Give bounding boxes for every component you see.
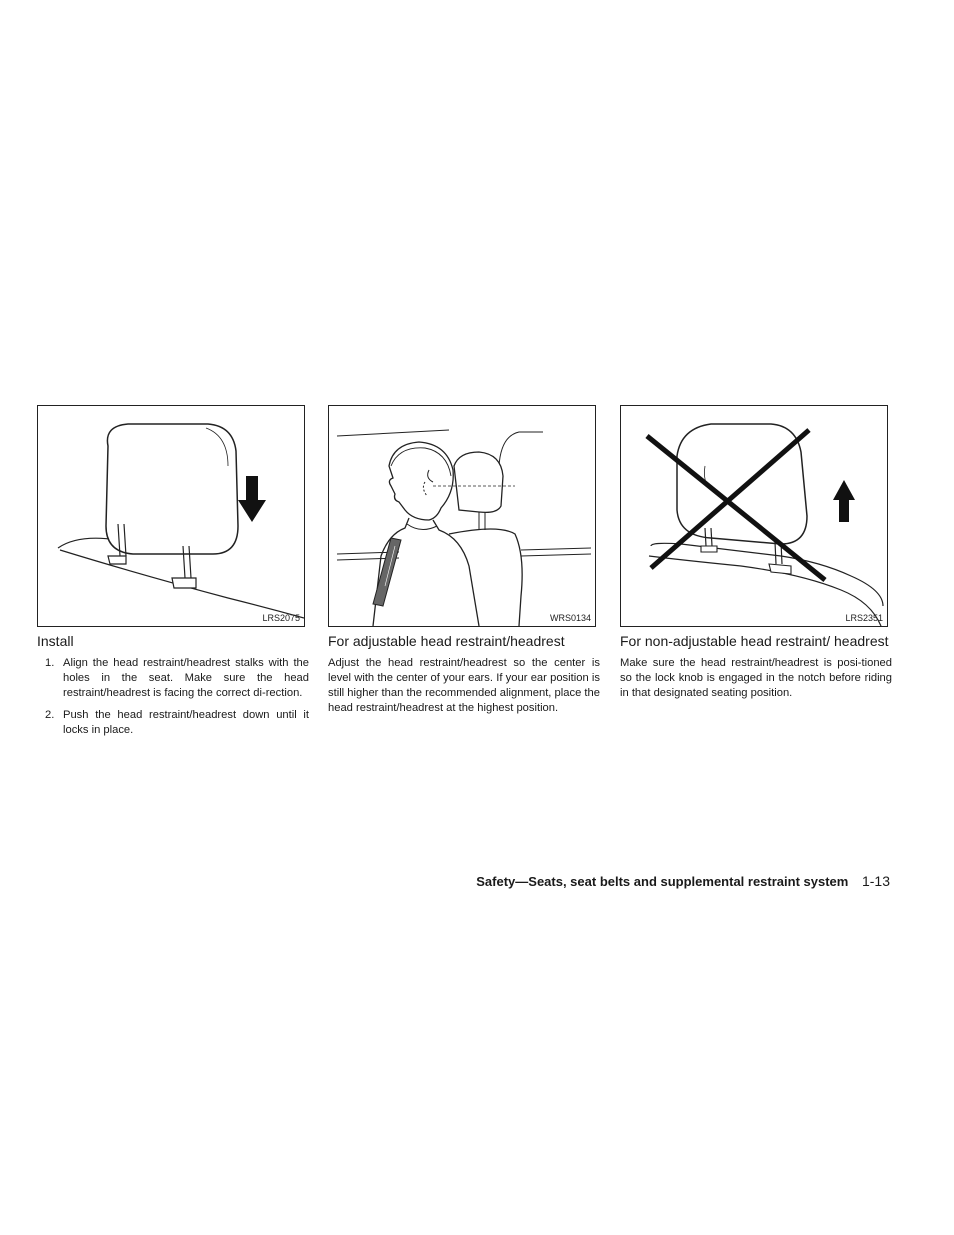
figure-code: LRS2351	[845, 613, 883, 623]
section-non-adjustable	[620, 632, 892, 701]
page-footer	[476, 873, 890, 889]
list-item	[37, 708, 309, 738]
step-number: 2.	[45, 709, 55, 721]
page-number: 1-13	[861, 873, 890, 889]
section-heading: Install	[37, 633, 74, 649]
figure-non-adjustable	[620, 405, 888, 627]
step-text: Push the head restraint/headrest down until it locks in place.	[63, 709, 309, 736]
section-heading: For adjustable head restraint/headrest	[328, 633, 565, 649]
footer-title: Safety—Seats, seat belts and supplemental restraint system	[476, 874, 849, 889]
section-adjustable	[328, 632, 600, 716]
section-install	[37, 632, 309, 745]
head-restraint-install-illustration	[38, 406, 304, 626]
non-adjustable-restraint-illustration	[621, 406, 887, 626]
figure-install	[37, 405, 305, 627]
list-item	[37, 656, 309, 701]
figure-code: WRS0134	[549, 613, 591, 623]
step-text: Align the head restraint/headrest stalks with the holes in the seat. Make sure the head restraint/headrest is facing the correct di-rection.	[63, 657, 309, 699]
section-body: Make sure the head restraint/headrest is posi-tioned so the lock knob is engaged in the notch before riding in that designated seating position.	[620, 657, 892, 699]
install-steps	[37, 656, 309, 738]
section-heading: For non-adjustable head restraint/ headrest	[620, 633, 889, 649]
figure-code: LRS2075	[262, 613, 300, 623]
figure-adjustable	[328, 405, 596, 627]
driver-head-alignment-illustration	[329, 406, 595, 626]
section-body: Adjust the head restraint/headrest so the center is level with the center of your ears. If your ear position is still higher than the recommended alignment, place the head restraint/headrest at the highest position.	[328, 657, 600, 714]
arrow-down-icon	[238, 476, 266, 522]
step-number: 1.	[45, 657, 55, 669]
arrow-up-icon	[833, 480, 855, 522]
